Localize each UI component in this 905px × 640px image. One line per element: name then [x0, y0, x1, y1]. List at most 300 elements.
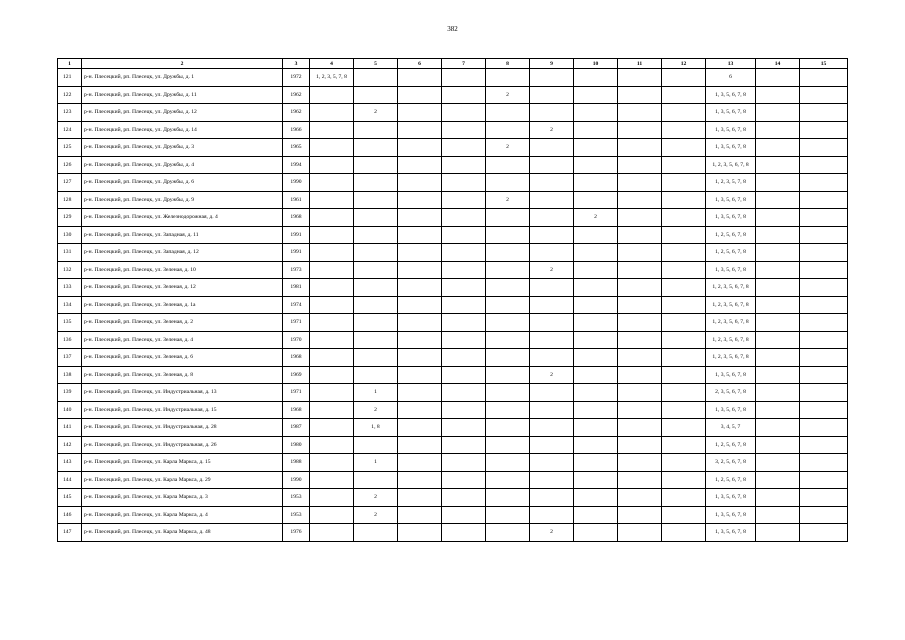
table-cell	[486, 174, 530, 192]
table-cell	[530, 349, 574, 367]
table-cell	[618, 104, 662, 122]
table-cell	[800, 524, 848, 542]
table-cell	[442, 121, 486, 139]
row-number-cell: 136	[58, 331, 82, 349]
table-row	[58, 156, 848, 174]
table-cell	[354, 279, 398, 297]
table-cell	[442, 524, 486, 542]
table-cell	[354, 156, 398, 174]
year-cell: 1972	[283, 69, 310, 87]
year-cell: 1968	[283, 209, 310, 227]
table-cell	[442, 226, 486, 244]
table-cell	[354, 331, 398, 349]
year-cell: 1987	[283, 419, 310, 437]
table-row	[58, 471, 848, 489]
address-cell: р-н. Плесецкий, рп. Плесецк, ул. Железнодорожная, д. 4	[82, 209, 283, 227]
column-header: 1	[58, 59, 82, 69]
table-cell	[574, 436, 618, 454]
table-cell	[398, 471, 442, 489]
table-cell	[800, 349, 848, 367]
table-cell	[662, 349, 706, 367]
table-cell	[800, 296, 848, 314]
table-cell	[756, 524, 800, 542]
column-header: 12	[662, 59, 706, 69]
table-cell	[574, 226, 618, 244]
table-cell	[486, 384, 530, 402]
table-cell	[800, 314, 848, 332]
table-cell	[800, 384, 848, 402]
table-cell: 2	[574, 209, 618, 227]
table-cell	[442, 471, 486, 489]
table-cell: 1, 3, 5, 6, 7, 8	[706, 139, 756, 157]
row-number-cell: 143	[58, 454, 82, 472]
table-cell	[530, 209, 574, 227]
table-cell	[486, 261, 530, 279]
table-cell	[310, 209, 354, 227]
table-cell: 3, 4, 5, 7	[706, 419, 756, 437]
table-cell: 1, 3, 5, 6, 7, 8	[706, 121, 756, 139]
table-cell	[574, 69, 618, 87]
table-row	[58, 419, 848, 437]
address-cell: р-н. Плесецкий, рп. Плесецк, ул. Зеленая, д. 12	[82, 279, 283, 297]
table-cell	[398, 314, 442, 332]
table-row	[58, 366, 848, 384]
table-cell	[800, 401, 848, 419]
table-row	[58, 331, 848, 349]
table-row	[58, 86, 848, 104]
table-cell	[756, 366, 800, 384]
table-cell	[574, 524, 618, 542]
table-cell	[398, 191, 442, 209]
table-cell	[530, 156, 574, 174]
table-cell	[530, 331, 574, 349]
table-cell: 2	[530, 261, 574, 279]
table-cell	[618, 139, 662, 157]
table-cell	[530, 244, 574, 262]
address-cell: р-н. Плесецкий, рп. Плесецк, ул. Карла Маркса, д. 48	[82, 524, 283, 542]
table-cell: 1, 2, 5, 6, 7, 8	[706, 471, 756, 489]
table-cell: 2	[486, 191, 530, 209]
year-cell: 1988	[283, 454, 310, 472]
year-cell: 1965	[283, 139, 310, 157]
header-row	[58, 59, 848, 69]
table-cell	[530, 104, 574, 122]
table-cell	[618, 261, 662, 279]
table-cell	[354, 366, 398, 384]
table-cell	[800, 86, 848, 104]
table-row	[58, 226, 848, 244]
table-cell	[756, 436, 800, 454]
table-cell: 2	[530, 121, 574, 139]
table-cell	[618, 174, 662, 192]
table-cell	[756, 191, 800, 209]
table-cell	[800, 209, 848, 227]
table-cell	[442, 209, 486, 227]
table-cell	[574, 86, 618, 104]
table-cell	[354, 139, 398, 157]
table-cell	[574, 139, 618, 157]
table-cell	[486, 524, 530, 542]
year-cell: 1991	[283, 226, 310, 244]
table-cell	[354, 209, 398, 227]
table-cell	[530, 384, 574, 402]
column-header: 5	[354, 59, 398, 69]
table-cell	[756, 156, 800, 174]
table-cell	[662, 384, 706, 402]
year-cell: 1973	[283, 261, 310, 279]
table-cell	[398, 349, 442, 367]
table-cell	[442, 436, 486, 454]
table-cell: 1, 2, 3, 5, 7, 8	[310, 69, 354, 87]
table-cell	[662, 419, 706, 437]
table-cell	[310, 296, 354, 314]
table-row	[58, 454, 848, 472]
table-cell	[662, 489, 706, 507]
table-row	[58, 279, 848, 297]
table-cell	[662, 454, 706, 472]
year-cell: 1953	[283, 506, 310, 524]
table-cell: 2	[530, 366, 574, 384]
table-cell	[756, 506, 800, 524]
table-cell	[756, 174, 800, 192]
table-cell	[756, 471, 800, 489]
table-cell	[310, 436, 354, 454]
year-cell: 1961	[283, 191, 310, 209]
table-cell: 1, 3, 5, 6, 7, 8	[706, 401, 756, 419]
table-cell: 2	[486, 86, 530, 104]
year-cell: 1968	[283, 401, 310, 419]
table-cell	[618, 401, 662, 419]
table-cell	[530, 489, 574, 507]
table-cell	[574, 366, 618, 384]
table-cell	[756, 139, 800, 157]
table-cell	[442, 489, 486, 507]
year-cell: 1990	[283, 471, 310, 489]
table-cell	[618, 436, 662, 454]
table-cell	[354, 244, 398, 262]
table-row	[58, 174, 848, 192]
table-cell	[800, 191, 848, 209]
table-cell	[398, 454, 442, 472]
table-cell: 1, 8	[354, 419, 398, 437]
table-cell	[486, 454, 530, 472]
table-row	[58, 384, 848, 402]
table-cell	[756, 349, 800, 367]
table-cell	[574, 349, 618, 367]
table-cell	[618, 314, 662, 332]
table-cell	[530, 436, 574, 454]
row-number-cell: 144	[58, 471, 82, 489]
table-cell	[442, 384, 486, 402]
table-cell	[574, 471, 618, 489]
table-cell	[800, 156, 848, 174]
table-cell	[310, 331, 354, 349]
table-cell	[398, 226, 442, 244]
row-number-cell: 141	[58, 419, 82, 437]
table-cell	[662, 69, 706, 87]
table-cell	[618, 419, 662, 437]
table-cell	[310, 366, 354, 384]
column-header: 4	[310, 59, 354, 69]
address-cell: р-н. Плесецкий, рп. Плесецк, ул. Зеленая, д. 2	[82, 314, 283, 332]
table-cell	[310, 506, 354, 524]
table-cell: 1, 3, 5, 6, 7, 8	[706, 261, 756, 279]
table-cell	[530, 139, 574, 157]
year-cell: 1969	[283, 366, 310, 384]
table-cell	[486, 314, 530, 332]
table-cell	[756, 314, 800, 332]
row-number-cell: 135	[58, 314, 82, 332]
table-cell	[756, 296, 800, 314]
table-row	[58, 436, 848, 454]
column-header: 10	[574, 59, 618, 69]
table-cell	[354, 314, 398, 332]
table-cell	[354, 121, 398, 139]
table-cell	[662, 279, 706, 297]
table-cell	[800, 104, 848, 122]
table-cell	[398, 436, 442, 454]
table-cell	[618, 191, 662, 209]
table-cell	[310, 314, 354, 332]
table-cell	[310, 104, 354, 122]
address-cell: р-н. Плесецкий, рп. Плесецк, ул. Индустриальная, д. 13	[82, 384, 283, 402]
table-cell: 1, 2, 5, 6, 7, 8	[706, 436, 756, 454]
table-cell: 1, 3, 5, 6, 7, 8	[706, 86, 756, 104]
table-cell	[442, 349, 486, 367]
table-cell	[662, 139, 706, 157]
table-cell	[398, 209, 442, 227]
table-cell	[530, 506, 574, 524]
table-cell	[574, 331, 618, 349]
table-cell	[618, 209, 662, 227]
table-cell	[618, 506, 662, 524]
table-cell	[442, 174, 486, 192]
table-cell	[662, 104, 706, 122]
table-cell	[662, 191, 706, 209]
table-cell	[354, 436, 398, 454]
address-cell: р-н. Плесецкий, рп. Плесецк, ул. Зеленая, д. 10	[82, 261, 283, 279]
table-cell	[486, 506, 530, 524]
address-cell: р-н. Плесецкий, рп. Плесецк, ул. Карла Маркса, д. 15	[82, 454, 283, 472]
row-number-cell: 121	[58, 69, 82, 87]
table-cell	[442, 191, 486, 209]
table-cell: 1, 3, 5, 6, 7, 8	[706, 104, 756, 122]
year-cell: 1962	[283, 104, 310, 122]
table-cell	[618, 244, 662, 262]
table-cell	[756, 384, 800, 402]
table-cell	[486, 471, 530, 489]
table-cell	[310, 174, 354, 192]
table-cell: 2	[530, 524, 574, 542]
table-row	[58, 69, 848, 87]
table-cell	[442, 296, 486, 314]
table-cell	[618, 156, 662, 174]
table-cell	[398, 296, 442, 314]
table-cell	[574, 454, 618, 472]
table-cell	[530, 174, 574, 192]
table-cell	[398, 384, 442, 402]
table-cell	[662, 471, 706, 489]
year-cell: 1990	[283, 174, 310, 192]
table-cell	[530, 69, 574, 87]
row-number-cell: 130	[58, 226, 82, 244]
table-cell: 1, 3, 5, 6, 7, 8	[706, 506, 756, 524]
table-cell	[574, 401, 618, 419]
table-row	[58, 121, 848, 139]
table-cell	[530, 191, 574, 209]
table-cell	[442, 104, 486, 122]
table-cell	[662, 261, 706, 279]
table-cell	[310, 139, 354, 157]
table-cell	[310, 419, 354, 437]
table-cell	[442, 86, 486, 104]
year-cell: 1962	[283, 86, 310, 104]
table-cell	[354, 226, 398, 244]
table-cell	[530, 314, 574, 332]
table-cell	[398, 524, 442, 542]
table-cell: 2	[354, 489, 398, 507]
year-cell: 1970	[283, 331, 310, 349]
column-header: 14	[756, 59, 800, 69]
address-cell: р-н. Плесецкий, рп. Плесецк, ул. Дружбы, д. 4	[82, 156, 283, 174]
table-cell	[398, 121, 442, 139]
table-cell	[756, 86, 800, 104]
table-cell	[442, 331, 486, 349]
table-cell	[662, 86, 706, 104]
table-cell	[486, 349, 530, 367]
table-cell	[662, 174, 706, 192]
address-cell: р-н. Плесецкий, рп. Плесецк, ул. Западная, д. 11	[82, 226, 283, 244]
table-row	[58, 489, 848, 507]
table-cell	[756, 331, 800, 349]
table-cell	[310, 349, 354, 367]
table-cell: 1, 2, 3, 5, 6, 7, 8	[706, 314, 756, 332]
table-cell	[800, 244, 848, 262]
table-cell	[398, 279, 442, 297]
address-cell: р-н. Плесецкий, рп. Плесецк, ул. Дружбы, д. 3	[82, 139, 283, 157]
table-cell	[800, 69, 848, 87]
table-cell	[756, 489, 800, 507]
address-cell: р-н. Плесецкий, рп. Плесецк, ул. Карла Маркса, д. 29	[82, 471, 283, 489]
table-cell	[618, 331, 662, 349]
table-cell	[486, 401, 530, 419]
table-cell	[442, 454, 486, 472]
table-cell	[486, 296, 530, 314]
table-cell	[756, 454, 800, 472]
row-number-cell: 134	[58, 296, 82, 314]
year-cell: 1994	[283, 156, 310, 174]
table-cell: 1, 3, 5, 6, 7, 8	[706, 366, 756, 384]
row-number-cell: 122	[58, 86, 82, 104]
table-cell	[574, 261, 618, 279]
table-cell	[486, 244, 530, 262]
table-cell	[618, 454, 662, 472]
table-cell	[800, 366, 848, 384]
row-number-cell: 132	[58, 261, 82, 279]
table-cell	[442, 401, 486, 419]
table-cell	[618, 471, 662, 489]
table-cell	[442, 314, 486, 332]
address-cell: р-н. Плесецкий, рп. Плесецк, ул. Дружбы, д. 12	[82, 104, 283, 122]
year-cell: 1966	[283, 121, 310, 139]
column-header: 9	[530, 59, 574, 69]
table-cell: 1, 2, 3, 5, 6, 7, 8	[706, 156, 756, 174]
table-cell: 1, 2, 3, 5, 6, 7, 8	[706, 349, 756, 367]
table-cell	[486, 121, 530, 139]
table-cell	[398, 419, 442, 437]
table-cell	[486, 366, 530, 384]
table-cell	[574, 121, 618, 139]
table-cell	[800, 121, 848, 139]
table-row	[58, 401, 848, 419]
address-cell: р-н. Плесецкий, рп. Плесецк, ул. Зеленая, д. 8	[82, 366, 283, 384]
table-cell	[310, 401, 354, 419]
table-cell	[756, 244, 800, 262]
table-cell	[756, 121, 800, 139]
table-cell	[486, 331, 530, 349]
table-cell	[310, 384, 354, 402]
table-cell	[662, 524, 706, 542]
table-cell	[398, 139, 442, 157]
table-cell	[442, 366, 486, 384]
column-header: 8	[486, 59, 530, 69]
table-cell	[662, 156, 706, 174]
table-cell: 2	[354, 506, 398, 524]
table-cell	[310, 244, 354, 262]
table-cell	[662, 226, 706, 244]
table-cell	[800, 279, 848, 297]
table-cell	[442, 419, 486, 437]
year-cell: 1971	[283, 314, 310, 332]
table-cell	[662, 121, 706, 139]
year-cell: 1981	[283, 279, 310, 297]
table-cell	[310, 226, 354, 244]
column-header: 15	[800, 59, 848, 69]
table-cell	[756, 209, 800, 227]
table-cell	[486, 419, 530, 437]
table-cell	[310, 489, 354, 507]
table-cell: 1, 2, 5, 6, 7, 8	[706, 244, 756, 262]
address-cell: р-н. Плесецкий, рп. Плесецк, ул. Карла Маркса, д. 3	[82, 489, 283, 507]
table-cell	[800, 139, 848, 157]
row-number-cell: 123	[58, 104, 82, 122]
table-cell	[530, 226, 574, 244]
table-cell	[756, 279, 800, 297]
table-cell: 1, 2, 3, 5, 6, 7, 8	[706, 279, 756, 297]
table-cell	[310, 86, 354, 104]
column-header: 3	[283, 59, 310, 69]
page-number: 382	[447, 25, 458, 33]
address-cell: р-н. Плесецкий, рп. Плесецк, ул. Дружбы, д. 14	[82, 121, 283, 139]
table-cell: 2, 3, 5, 6, 7, 8	[706, 384, 756, 402]
year-cell: 1968	[283, 349, 310, 367]
table-row	[58, 191, 848, 209]
table-cell	[442, 139, 486, 157]
row-number-cell: 125	[58, 139, 82, 157]
table-cell: 2	[354, 104, 398, 122]
table-cell	[574, 419, 618, 437]
table-cell	[618, 489, 662, 507]
table-cell: 1, 2, 3, 5, 7, 8	[706, 174, 756, 192]
table-cell	[618, 296, 662, 314]
row-number-cell: 133	[58, 279, 82, 297]
table-cell	[310, 454, 354, 472]
address-cell: р-н. Плесецкий, рп. Плесецк, ул. Индустриальная, д. 26	[82, 436, 283, 454]
table-cell	[574, 244, 618, 262]
table-cell: 1, 3, 5, 6, 7, 8	[706, 489, 756, 507]
table-cell	[574, 191, 618, 209]
table-cell	[800, 489, 848, 507]
